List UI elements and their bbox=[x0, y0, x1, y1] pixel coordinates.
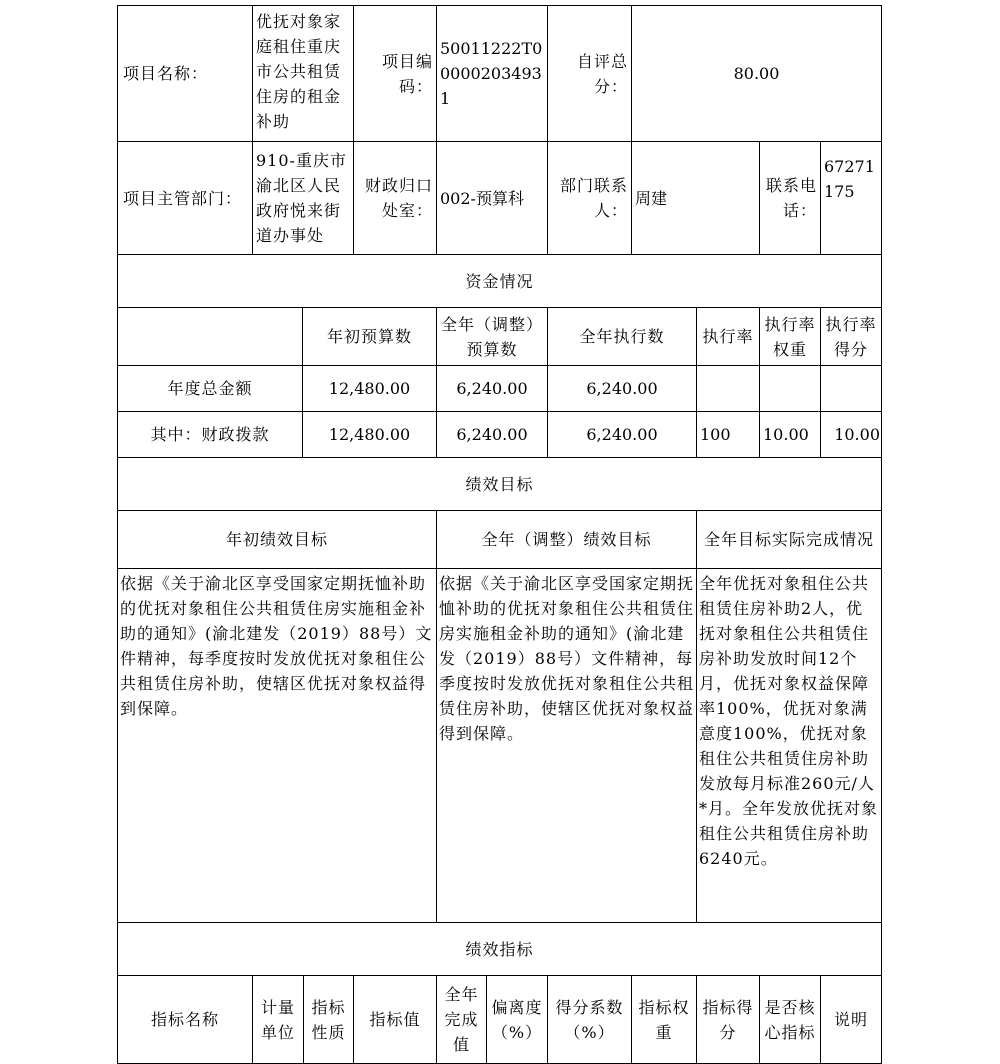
self-score-label: 自评总分： bbox=[548, 5, 632, 142]
funds-row-total-score bbox=[821, 366, 882, 412]
funds-row-total-executed: 6,240.00 bbox=[548, 366, 697, 412]
funds-row-fiscal-score: 10.00 bbox=[821, 412, 882, 458]
self-score-value: 80.00 bbox=[632, 5, 882, 142]
funds-row-fiscal-label: 其中：财政拨款 bbox=[117, 412, 303, 458]
indicator-header-unit: 计量单位 bbox=[253, 976, 304, 1064]
department-label: 项目主管部门： bbox=[117, 142, 253, 255]
funds-header-rate-score: 执行率得分 bbox=[821, 308, 882, 366]
project-code-value: 50011222T000002034931 bbox=[437, 5, 548, 142]
funds-row-fiscal-initial: 12,480.00 bbox=[303, 412, 437, 458]
funds-row-fiscal-rate: 100 bbox=[697, 412, 760, 458]
goals-actual-text: 全年优抚对象租住公共租赁住房补助2人，优抚对象租住公共租赁住房补助发放时间12个月，优抚对象权益保障率100%，优抚对象满意度100%，优抚对象租住公共租赁住房补助发放每月标准260元/人*月。全年发放优抚对象租住公共租赁住房补助6240元。 bbox=[697, 569, 882, 923]
indicators-section-title: 绩效指标 bbox=[117, 923, 882, 976]
goals-header-adjusted: 全年（调整）绩效目标 bbox=[437, 511, 697, 569]
contact-person-value: 周建 bbox=[632, 142, 760, 255]
indicator-header-target: 指标值 bbox=[354, 976, 437, 1064]
funds-row-fiscal-adjusted: 6,240.00 bbox=[437, 412, 548, 458]
indicator-header-core: 是否核心指标 bbox=[760, 976, 821, 1064]
indicator-header-score-coef: 得分系数（%） bbox=[548, 976, 632, 1064]
funds-header-initial-budget: 年初预算数 bbox=[303, 308, 437, 366]
indicator-header-completed: 全年完成值 bbox=[437, 976, 487, 1064]
performance-self-evaluation-table bbox=[117, 5, 882, 1064]
goals-header-initial: 年初绩效目标 bbox=[117, 511, 437, 569]
goals-adjusted-text: 依据《关于渝北区享受国家定期抚恤补助的优抚对象租住公共租赁住房实施租金补助的通知》(渝北建发（2019）88号）文件精神，每季度按时发放优抚对象租住公共租赁住房补助，使辖区优抚对象权益得到保障。 bbox=[437, 569, 697, 923]
contact-phone-value: 67271175 bbox=[821, 142, 882, 255]
funds-header-rate-weight: 执行率权重 bbox=[760, 308, 821, 366]
project-code-label: 项目编码： bbox=[354, 5, 437, 142]
funds-header-executed: 全年执行数 bbox=[548, 308, 697, 366]
department-value: 910-重庆市渝北区人民政府悦来街道办事处 bbox=[253, 142, 354, 255]
project-name-label: 项目名称： bbox=[117, 5, 253, 142]
funds-row-fiscal-executed: 6,240.00 bbox=[548, 412, 697, 458]
indicator-header-weight: 指标权重 bbox=[632, 976, 697, 1064]
project-name-value: 优抚对象家庭租住重庆市公共租赁住房的租金补助 bbox=[253, 5, 354, 142]
indicator-header-nature: 指标性质 bbox=[304, 976, 354, 1064]
funds-row-total-adjusted: 6,240.00 bbox=[437, 366, 548, 412]
finance-office-value: 002-预算科 bbox=[437, 142, 548, 255]
funds-header-blank bbox=[117, 308, 303, 366]
funds-row-total-rate bbox=[697, 366, 760, 412]
indicator-header-deviation: 偏离度（%） bbox=[487, 976, 548, 1064]
goals-section-title: 绩效目标 bbox=[117, 458, 882, 511]
goals-header-actual: 全年目标实际完成情况 bbox=[697, 511, 882, 569]
goals-initial-text: 依据《关于渝北区享受国家定期抚恤补助的优抚对象租住公共租赁住房实施租金补助的通知》(渝北建发（2019）88号）文件精神，每季度按时发放优抚对象租住公共租赁住房补助，使辖区优抚对象权益得到保障。 bbox=[117, 569, 437, 923]
contact-person-label: 部门联系人： bbox=[548, 142, 632, 255]
funds-header-execution-rate: 执行率 bbox=[697, 308, 760, 366]
funds-header-adjusted-budget: 全年（调整）预算数 bbox=[437, 308, 548, 366]
indicator-header-score: 指标得分 bbox=[697, 976, 760, 1064]
contact-phone-label: 联系电话： bbox=[760, 142, 821, 255]
indicator-header-name: 指标名称 bbox=[117, 976, 253, 1064]
indicator-header-note: 说明 bbox=[821, 976, 882, 1064]
finance-office-label: 财政归口处室： bbox=[354, 142, 437, 255]
funds-row-total-weight bbox=[760, 366, 821, 412]
funds-row-total-label: 年度总金额 bbox=[117, 366, 303, 412]
funds-row-total-initial: 12,480.00 bbox=[303, 366, 437, 412]
funds-section-title: 资金情况 bbox=[117, 255, 882, 308]
funds-row-fiscal-weight: 10.00 bbox=[760, 412, 821, 458]
